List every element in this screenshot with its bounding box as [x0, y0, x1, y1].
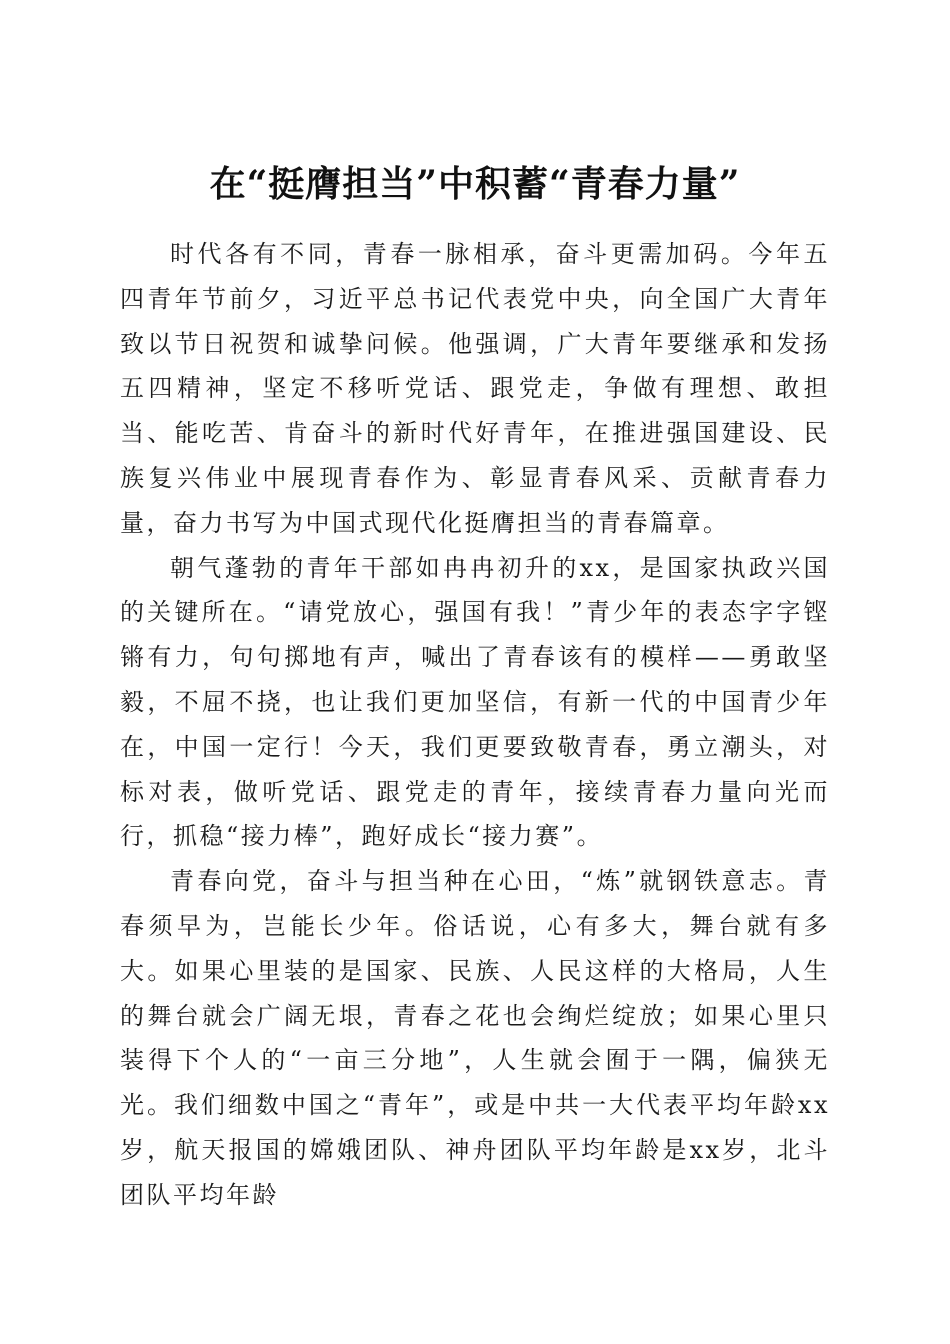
document-body: [120, 232, 830, 1218]
paragraph-1: 时代各有不同，青春一脉相承，奋斗更需加码。今年五四青年节前夕，习近平总书记代表党中央，向全国广大青年致以节日祝贺和诚挚问候。他强调，广大青年要继承和发扬五四精神，坚定不移听党话、跟党走，争做有理想、敢担当、能吃苦、肯奋斗的新时代好青年，在推进强国建设、民族复兴伟业中展现青春作为、彰显青春风采、贡献青春力量，奋力书写为中国式现代化挺膺担当的青春篇章。: [120, 240, 830, 537]
paragraph-2: 朝气蓬勃的青年干部如冉冉初升的xx，是国家执政兴国的关键所在。“请党放心，强国有我！”青少年的表态字字铿锵有力，句句掷地有声，喊出了青春该有的模样——勇敢坚毅，不屈不挠，也让我们更加坚信，有新一代的中国青少年在，中国一定行！今天，我们更要致敬青春，勇立潮头，对标对表，做听党话、跟党走的青年，接续青春力量向光而行，抓稳“接力棒”，跑好成长“接力赛”。: [120, 553, 830, 851]
document-title: 在“挺膺担当”中积蓄“青春力量”: [209, 163, 741, 206]
paragraph-3: 青春向党，奋斗与担当种在心田，“炼”就钢铁意志。青春须早为，岂能长少年。俗话说，心有多大，舞台就有多大。如果心里装的是国家、民族、人民这样的大格局，人生的舞台就会广阔无垠，青春之花也会绚烂绽放；如果心里只装得下个人的“一亩三分地”，人生就会囿于一隅，偏狭无光。我们细数中国之“青年”，或是中共一大代表平均年龄xx岁，航天报国的嫦娥团队、神舟团队平均年龄是xx岁，北斗团队平均年龄: [120, 867, 830, 1209]
